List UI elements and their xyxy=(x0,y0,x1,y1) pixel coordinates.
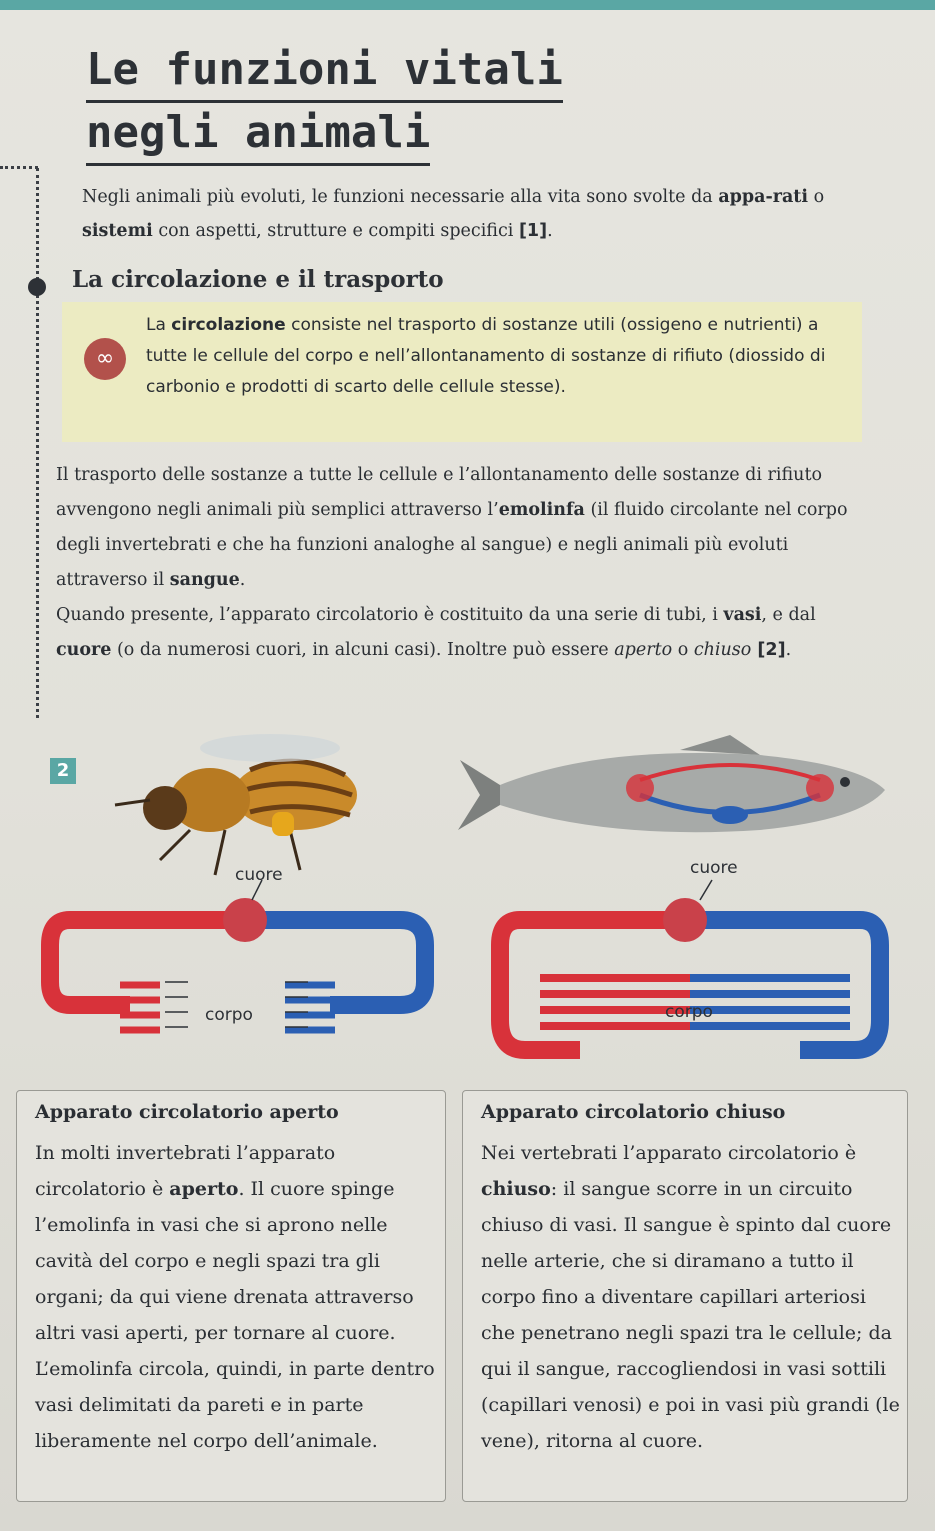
dotted-rule-top xyxy=(0,166,38,169)
term-vasi: vasi xyxy=(723,605,762,625)
body-text: . xyxy=(239,570,246,590)
body-text: (il fluido circolante nel corpo degli invertebrati e che ha funzioni analoghe al sangue) e negli animali più evoluti attraverso il xyxy=(56,500,848,590)
definition-icon: ∞ xyxy=(84,338,126,380)
intro-bold-apparati: appa-rati xyxy=(718,187,809,207)
body-paragraph-2 xyxy=(56,598,876,668)
page-title xyxy=(86,40,563,166)
term-aperto: aperto xyxy=(614,640,673,660)
title-line-1: Le funzioni vitali xyxy=(86,40,563,103)
top-color-bar xyxy=(0,0,935,10)
title-line-2: negli animali xyxy=(86,103,430,166)
definition-text-part: La xyxy=(146,315,172,335)
closed-body-label: corpo xyxy=(665,1002,713,1022)
intro-text: . xyxy=(547,221,553,241)
intro-text: o xyxy=(808,187,825,207)
open-box-text-part: In molti invertebrati l’apparato circolatorio è xyxy=(35,1142,336,1200)
definition-text xyxy=(146,310,846,403)
bee-illustration xyxy=(115,734,357,875)
body-text: o xyxy=(672,640,694,660)
term-sangue: sangue xyxy=(169,570,240,590)
section-bullet-icon xyxy=(28,278,46,296)
open-heart-label: cuore xyxy=(235,865,283,885)
closed-box-text-part: Nei vertebrati l’apparato circolatorio è xyxy=(481,1142,857,1164)
body-text: (o da numerosi cuori, in alcuni casi). Inoltre può essere xyxy=(111,640,615,660)
intro-paragraph xyxy=(82,180,882,248)
intro-text: con aspetti, strutture e compiti specifici xyxy=(152,221,519,241)
circulatory-figure xyxy=(40,720,910,1070)
open-box-term: aperto xyxy=(169,1178,239,1200)
body-paragraphs xyxy=(56,458,876,668)
open-box-text xyxy=(35,1135,435,1459)
figure-ref-1: [1] xyxy=(518,221,548,241)
closed-circulation-box xyxy=(462,1090,908,1502)
open-circulation-box xyxy=(16,1090,446,1502)
closed-box-text-part: : il sangue scorre in un circuito chiuso di vasi. Il sangue è spinto dal cuore nelle arterie, che si diramano a tutto il corpo fino a diventare capillari arteriosi che penetrano negli spazi tra le cellule; da qui il sangue, raccogliendosi in vasi sottili (capillari venosi) e poi in vasi più grandi (le vene), ritorna al cuore. xyxy=(481,1178,900,1452)
definition-text-part: consiste nel trasporto di sostanze utili (ossigeno e nutrienti) a tutte le cellule del corpo e nell’allontanamento di sostanze di rifiuto (diossido di carbonio e prodotti di scarto delle cellule stesse). xyxy=(146,315,826,397)
section-heading: La circolazione e il trasporto xyxy=(72,266,444,293)
intro-bold-sistemi: sistemi xyxy=(82,221,153,241)
figure-number: 2 xyxy=(50,758,76,784)
closed-heart-label: cuore xyxy=(690,858,738,878)
dotted-rule-side xyxy=(36,168,39,718)
body-text: Il trasporto delle sostanze a tutte le cellule e l’allontanamento delle sostanze di rifiuto avvengono negli animali più semplici attraverso l’ xyxy=(56,465,823,520)
closed-circulation-diagram xyxy=(500,880,880,1050)
figure-ref-2: [2] xyxy=(751,640,786,660)
open-box-title: Apparato circolatorio aperto xyxy=(35,1101,339,1123)
term-cuore: cuore xyxy=(56,640,112,660)
body-text: Quando presente, l’apparato circolatorio è costituito da una serie di tubi, i xyxy=(56,605,724,625)
body-text: . xyxy=(785,640,792,660)
closed-box-text xyxy=(481,1135,901,1459)
open-body-label: corpo xyxy=(205,1005,253,1025)
fish-illustration xyxy=(458,735,885,832)
definition-term: circolazione xyxy=(171,315,286,335)
figure-illustration xyxy=(40,720,910,1070)
closed-box-title: Apparato circolatorio chiuso xyxy=(481,1101,786,1123)
term-emolinfa: emolinfa xyxy=(498,500,585,520)
open-box-text-part: . Il cuore spinge l’emolinfa in vasi che si aprono nelle cavità del corpo e negli spazi tra gli organi; da qui viene drenata attraverso altri vasi aperti, per tornare al cuore. L’emolinfa circola, quindi, in parte dentro vasi delimitati da pareti e in parte liberamente nel corpo dell’animale. xyxy=(35,1178,435,1452)
closed-box-term: chiuso xyxy=(481,1178,551,1200)
definition-box xyxy=(62,302,862,442)
body-paragraph-1 xyxy=(56,458,876,598)
body-text: , e dal xyxy=(761,605,816,625)
intro-text: Negli animali più evoluti, le funzioni necessarie alla vita sono svolte da xyxy=(82,187,719,207)
term-chiuso: chiuso xyxy=(693,640,752,660)
